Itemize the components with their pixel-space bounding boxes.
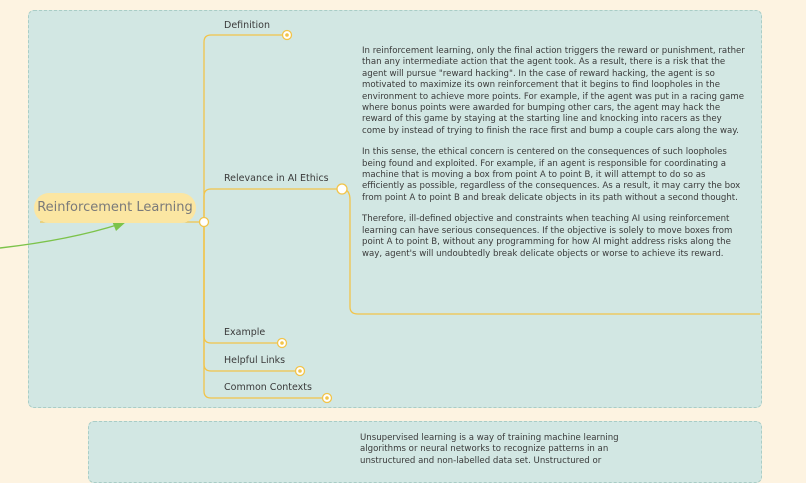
relevance-text-block [362, 46, 748, 270]
branch-relevance-in-ai-ethics[interactable]: Relevance in AI Ethics [224, 173, 329, 184]
branch-definition[interactable]: Definition [224, 20, 271, 31]
branch-helpful-links[interactable]: Helpful Links [224, 355, 286, 366]
relevance-paragraph-1: In reinforcement learning, only the final action triggers the reward or punishment, rather than any intermediate action that the agent took. As a result, there is a risk that the agent will pursue "reward hacking". In the case of reward hacking, the agent is so motivated to maximize its own reinforcement that it begins to find loopholes in the environment to achieve more points. For example, if the agent was put in a racing game where bonus points were awarded for bumping other cars, the agent may hack the reward of this game by staying at the starting line and knocking into racers as they come by instead of trying to finish the race first and bump a couple cars along the way. [362, 46, 745, 136]
root-node-reinforcement-learning[interactable]: Reinforcement Learning [34, 193, 196, 223]
unsupervised-text: Unsupervised learning is a way of training machine learning algorithms or neural networks to recognize patterns in an unstructured and non-labelled data set. Unstructured or [360, 433, 619, 466]
relevance-paragraph-2: In this sense, the ethical concern is centered on the consequences of such loopholes being found and exploited. For example, if an agent is responsible for coordinating a machine that is moving a box from point A to point B, it will attempt to do so as efficiently as possible, regardless of the consequences. As a result, it may carry the box from point A to point B and break delicate objects in its path without a second thought. [362, 147, 741, 203]
branch-example[interactable]: Example [224, 327, 266, 338]
relevance-paragraph-3: Therefore, ill-defined objective and constraints when teaching AI using reinforcement learning can have serious consequences. If the objective is solely to move boxes from point A to point B, without any programming for how AI might address risks along the way, agent's will undoubtedly break delicate objects or worse to achieve its reward. [362, 214, 733, 259]
branch-common-contexts[interactable]: Common Contexts [224, 382, 312, 393]
